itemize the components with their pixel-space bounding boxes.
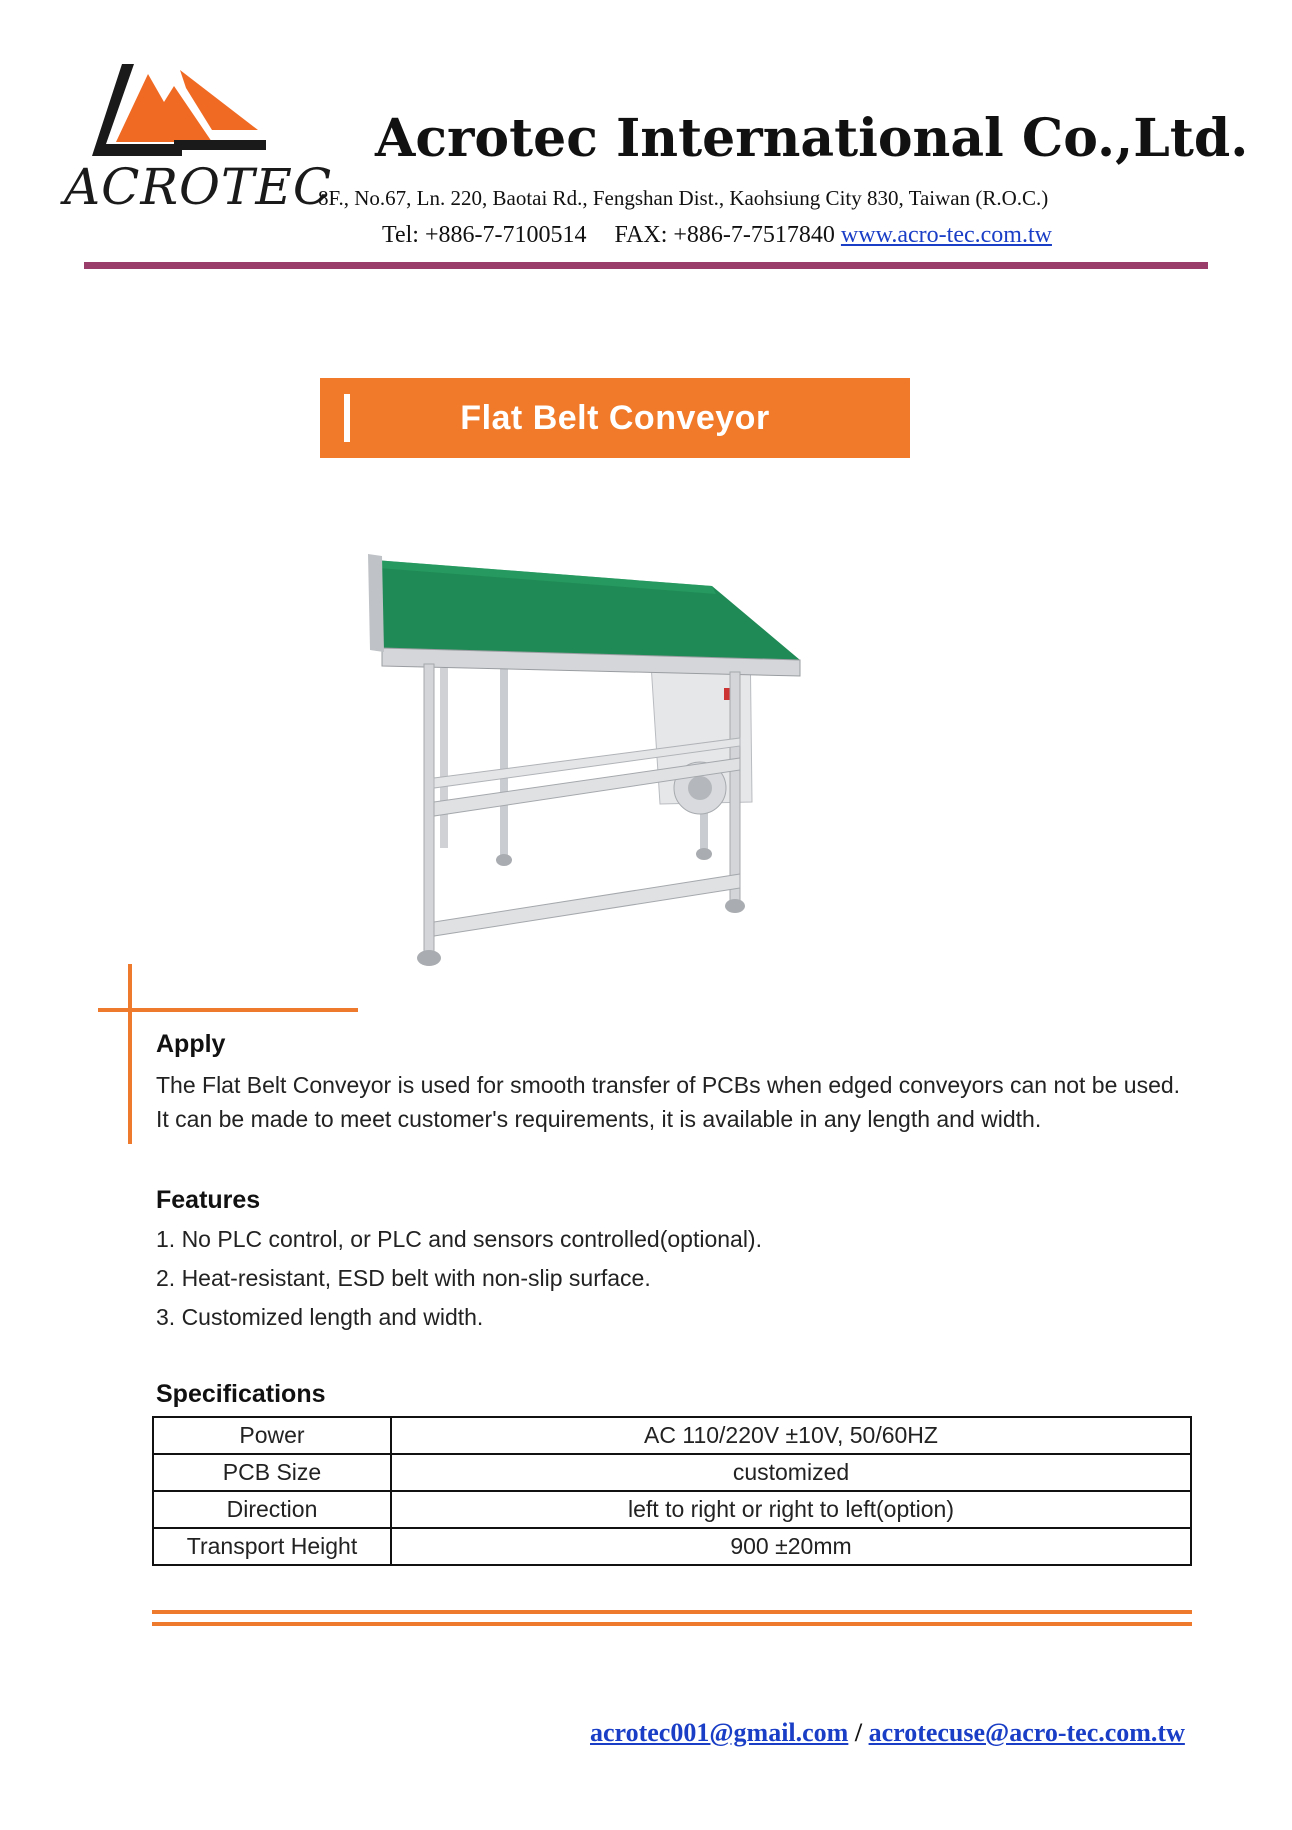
table-row <box>153 1454 1191 1491</box>
feature-item: 2. Heat-resistant, ESD belt with non-slip surface. <box>156 1265 651 1291</box>
logo-wordmark: ACROTEC <box>64 158 333 216</box>
title-accent-bar <box>344 394 350 442</box>
spec-label: Power <box>153 1417 391 1454</box>
spec-value: AC 110/220V ±10V, 50/60HZ <box>391 1417 1191 1454</box>
table-row <box>153 1528 1191 1565</box>
company-address: 8F., No.67, Ln. 220, Baotai Rd., Fengshan Dist., Kaohsiung City 830, Taiwan (R.O.C.) <box>318 186 1049 210</box>
flat-belt-conveyor-picture <box>360 548 830 968</box>
apply-accent-vertical <box>128 964 132 1144</box>
spec-label: PCB Size <box>153 1454 391 1491</box>
email-link-gmail[interactable]: acrotec001@gmail.com <box>590 1718 849 1747</box>
title-banner <box>320 378 910 458</box>
fax-number: FAX: +886-7-7517840 <box>614 222 835 248</box>
features-heading: Features <box>156 1186 261 1214</box>
email-separator: / <box>854 1718 863 1747</box>
footer-divider-bottom <box>152 1622 1192 1626</box>
footer-divider-top <box>152 1610 1192 1614</box>
apply-heading: Apply <box>156 1030 226 1058</box>
spec-label: Direction <box>153 1491 391 1528</box>
table-row <box>153 1417 1191 1454</box>
feature-item: 3. Customized length and width. <box>156 1304 484 1330</box>
email-link-acrotec[interactable]: acrotecuse@acro-tec.com.tw <box>868 1718 1185 1747</box>
apply-accent-horizontal <box>98 1008 358 1012</box>
spec-value: left to right or right to left(option) <box>391 1491 1191 1528</box>
contact-emails <box>590 1718 1185 1748</box>
page-title: Flat Belt Conveyor <box>460 398 770 437</box>
header-divider <box>84 262 1208 269</box>
spec-value: 900 ±20mm <box>391 1528 1191 1565</box>
apply-description: The Flat Belt Conveyor is used for smooth transfer of PCBs when edged conveyors can not be used. It can be made to meet customer's requirements, it is available in any length and width. <box>156 1072 1181 1132</box>
website-link[interactable]: www.acro-tec.com.tw <box>840 222 1052 248</box>
tel-number: Tel: +886-7-7100514 <box>382 222 587 248</box>
spec-label: Transport Height <box>153 1528 391 1565</box>
table-row <box>153 1491 1191 1528</box>
features-list <box>156 1220 1156 1337</box>
specifications-heading: Specifications <box>156 1380 326 1408</box>
company-name: Acrotec International Co.,Ltd. <box>375 108 1249 169</box>
spec-value: customized <box>391 1454 1191 1491</box>
specifications-table <box>152 1416 1192 1566</box>
company-contact <box>382 222 1052 249</box>
feature-item: 1. No PLC control, or PLC and sensors controlled(optional). <box>156 1226 762 1252</box>
